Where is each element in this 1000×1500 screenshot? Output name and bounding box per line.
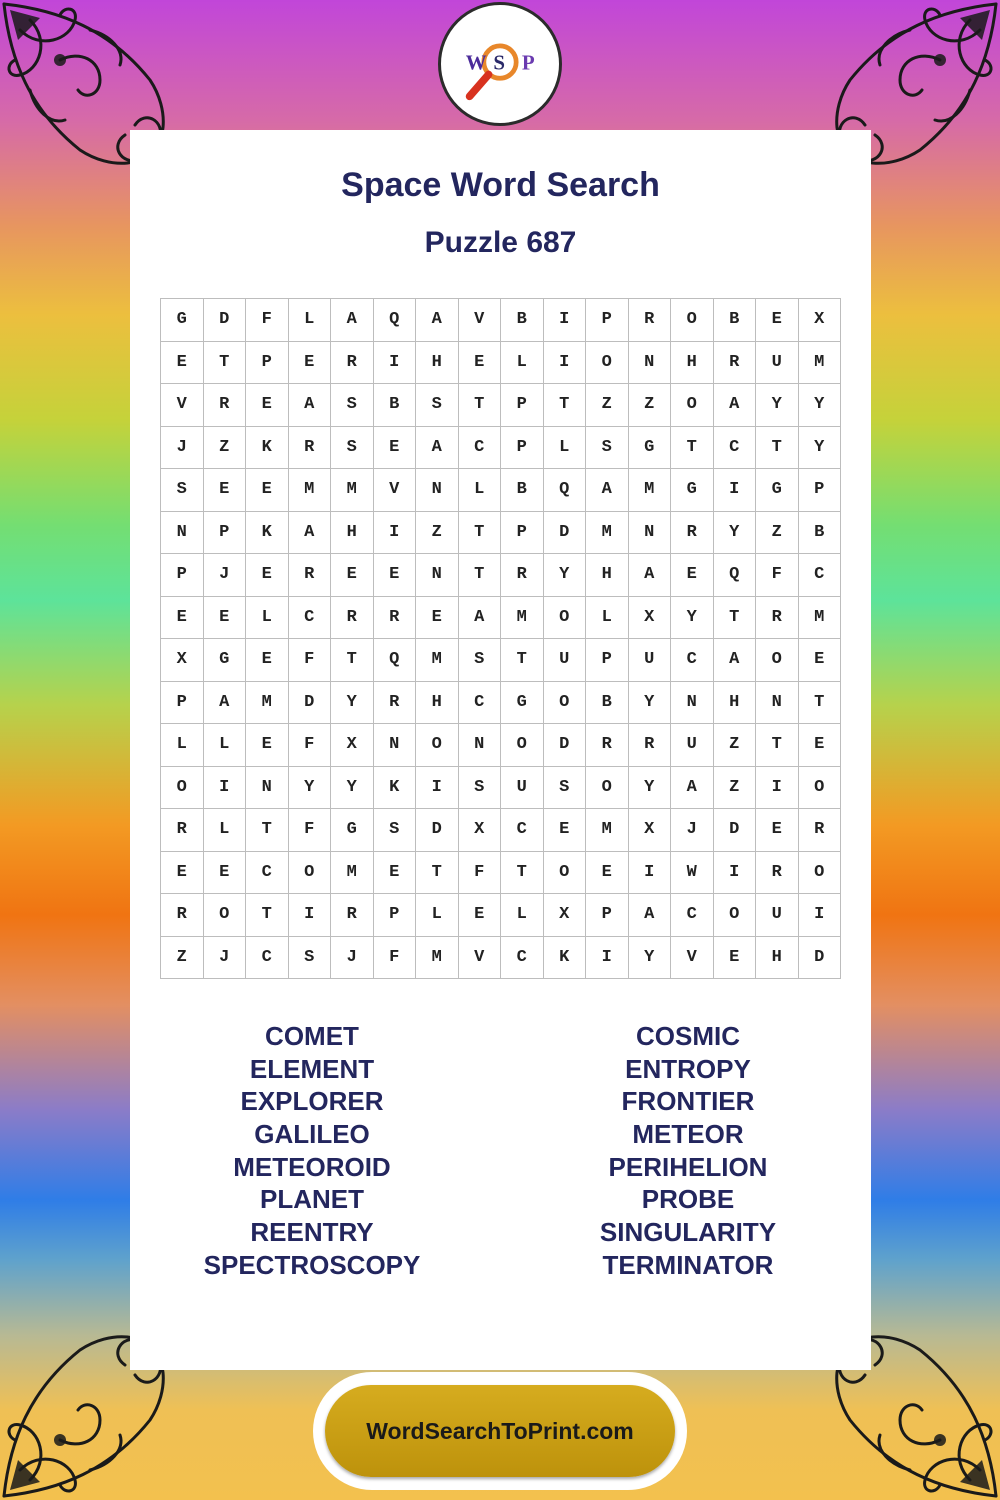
word-list-item: PLANET [260,1184,364,1215]
grid-cell[interactable]: Y [331,767,374,810]
grid-cell[interactable]: L [501,342,544,385]
grid-cell[interactable]: R [586,724,629,767]
grid-cell[interactable]: I [799,894,842,937]
grid-cell[interactable]: E [756,299,799,342]
grid-cell[interactable]: P [501,427,544,470]
grid-cell[interactable]: L [161,724,204,767]
grid-cell[interactable]: X [459,809,502,852]
grid-cell[interactable]: Z [416,512,459,555]
letter-grid [160,298,841,979]
grid-cell[interactable]: T [246,894,289,937]
grid-cell[interactable]: I [374,342,417,385]
grid-cell[interactable]: R [799,809,842,852]
grid-cell[interactable]: K [544,937,587,980]
grid-cell[interactable]: S [161,469,204,512]
grid-cell[interactable]: A [416,427,459,470]
grid-cell[interactable]: E [289,342,332,385]
grid-cell[interactable]: T [714,597,757,640]
grid-cell[interactable]: R [714,342,757,385]
grid-cell[interactable]: I [629,852,672,895]
grid-cell[interactable]: S [544,767,587,810]
grid-cell[interactable]: E [331,554,374,597]
grid-cell[interactable]: L [204,809,247,852]
grid-cell[interactable]: E [204,469,247,512]
grid-cell[interactable]: L [459,469,502,512]
grid-cell[interactable]: D [289,682,332,725]
grid-cell[interactable]: I [416,767,459,810]
grid-cell[interactable]: X [799,299,842,342]
grid-cell[interactable]: O [204,894,247,937]
grid-cell[interactable]: O [544,597,587,640]
logo-letter-p: P [521,50,535,75]
grid-cell[interactable]: V [459,299,502,342]
grid-cell[interactable]: S [289,937,332,980]
grid-cell[interactable]: B [586,682,629,725]
grid-cell[interactable]: T [756,724,799,767]
grid-cell[interactable]: O [161,767,204,810]
grid-cell[interactable]: E [246,469,289,512]
grid-cell[interactable]: M [799,597,842,640]
word-list-item: COMET [265,1021,359,1051]
grid-cell[interactable]: O [289,852,332,895]
grid-cell[interactable]: R [204,384,247,427]
word-list-item: METEOROID [233,1151,391,1182]
grid-cell[interactable]: O [714,894,757,937]
grid-cell[interactable]: M [586,809,629,852]
grid-cell[interactable]: X [161,639,204,682]
grid-cell[interactable]: N [756,682,799,725]
grid-cell[interactable]: D [799,937,842,980]
word-list-item: PERIHELION [608,1151,768,1182]
grid-cell[interactable]: Y [629,767,672,810]
grid-cell[interactable]: E [799,724,842,767]
grid-cell[interactable]: T [671,427,714,470]
grid-cell[interactable]: G [501,682,544,725]
grid-cell[interactable]: X [544,894,587,937]
grid-cell[interactable]: T [204,342,247,385]
grid-cell[interactable]: T [459,512,502,555]
grid-cell[interactable]: W [671,852,714,895]
grid-cell[interactable]: D [204,299,247,342]
grid-cell[interactable]: C [459,427,502,470]
grid-cell[interactable]: P [161,682,204,725]
grid-cell[interactable]: Z [756,512,799,555]
grid-cell[interactable]: C [501,809,544,852]
grid-cell[interactable]: O [671,384,714,427]
grid-cell[interactable]: F [289,809,332,852]
grid-cell[interactable]: J [161,427,204,470]
grid-cell[interactable]: O [501,724,544,767]
grid-cell[interactable]: O [799,767,842,810]
site-logo [438,2,562,126]
grid-cell[interactable]: H [671,342,714,385]
grid-cell[interactable]: M [246,682,289,725]
grid-cell[interactable]: Z [204,427,247,470]
grid-cell[interactable]: F [289,724,332,767]
grid-cell[interactable]: C [246,937,289,980]
grid-cell[interactable]: J [331,937,374,980]
grid-cell[interactable]: N [459,724,502,767]
grid-cell[interactable]: G [629,427,672,470]
grid-cell[interactable]: Y [714,512,757,555]
grid-cell[interactable]: S [416,384,459,427]
grid-cell[interactable]: Q [714,554,757,597]
grid-cell[interactable]: Q [374,299,417,342]
word-list-item: TERMINATOR [602,1249,774,1280]
grid-cell[interactable]: Y [799,427,842,470]
grid-cell[interactable]: L [544,427,587,470]
grid-cell[interactable]: M [289,469,332,512]
grid-cell[interactable]: E [161,597,204,640]
grid-cell[interactable]: P [374,894,417,937]
grid-cell[interactable]: M [416,937,459,980]
grid-cell[interactable]: B [714,299,757,342]
grid-cell[interactable]: G [161,299,204,342]
grid-cell[interactable]: C [671,894,714,937]
grid-cell[interactable]: P [586,894,629,937]
grid-cell[interactable]: N [671,682,714,725]
grid-cell[interactable]: M [331,852,374,895]
grid-cell[interactable]: G [671,469,714,512]
grid-cell[interactable]: Q [374,639,417,682]
grid-cell[interactable]: A [671,767,714,810]
grid-cell[interactable]: E [161,342,204,385]
grid-cell[interactable]: T [416,852,459,895]
word-list-right [538,1020,838,1282]
grid-cell[interactable]: C [289,597,332,640]
grid-cell[interactable]: T [544,384,587,427]
grid-cell[interactable]: R [671,512,714,555]
word-list-item: METEOR [632,1119,744,1150]
grid-cell[interactable]: D [544,724,587,767]
puzzle-number: Puzzle 687 [424,226,577,259]
grid-cell[interactable]: A [629,894,672,937]
grid-cell[interactable]: T [459,554,502,597]
grid-cell[interactable]: F [459,852,502,895]
grid-cell[interactable]: L [501,894,544,937]
grid-cell[interactable]: R [374,682,417,725]
grid-cell[interactable]: I [204,767,247,810]
grid-cell[interactable]: X [629,809,672,852]
grid-cell[interactable]: O [671,299,714,342]
grid-cell[interactable]: N [246,767,289,810]
grid-cell[interactable]: Z [586,384,629,427]
grid-cell[interactable]: S [586,427,629,470]
grid-cell[interactable]: T [756,427,799,470]
grid-cell[interactable]: I [714,469,757,512]
grid-cell[interactable]: J [204,937,247,980]
grid-cell[interactable]: Y [544,554,587,597]
grid-cell[interactable]: P [586,639,629,682]
grid-cell[interactable]: A [714,384,757,427]
grid-cell[interactable]: U [671,724,714,767]
grid-cell[interactable]: S [331,384,374,427]
grid-cell[interactable]: R [331,342,374,385]
grid-cell[interactable]: P [799,469,842,512]
grid-cell[interactable]: B [501,469,544,512]
grid-cell[interactable]: Y [756,384,799,427]
grid-cell[interactable]: U [629,639,672,682]
grid-cell[interactable]: E [246,724,289,767]
grid-cell[interactable]: J [671,809,714,852]
grid-cell[interactable]: G [331,809,374,852]
grid-cell[interactable]: N [416,469,459,512]
grid-cell[interactable]: U [756,894,799,937]
grid-cell[interactable]: P [161,554,204,597]
grid-cell[interactable]: H [416,682,459,725]
word-list-item: FRONTIER [621,1086,755,1117]
word-list-item: REENTRY [250,1217,374,1248]
grid-cell[interactable]: Y [331,682,374,725]
grid-cell[interactable]: E [671,554,714,597]
grid-cell[interactable]: J [204,554,247,597]
page-title: Space Word Search [341,166,660,204]
grid-cell[interactable]: X [331,724,374,767]
grid-cell[interactable]: U [544,639,587,682]
grid-cell[interactable]: I [586,937,629,980]
grid-cell[interactable]: T [799,682,842,725]
grid-cell[interactable]: O [586,767,629,810]
grid-cell[interactable]: M [501,597,544,640]
grid-cell[interactable]: E [374,554,417,597]
word-list-item: SINGULARITY [599,1217,777,1248]
grid-cell[interactable]: O [756,639,799,682]
grid-cell[interactable]: A [331,299,374,342]
grid-cell[interactable]: L [586,597,629,640]
grid-cell[interactable]: S [374,809,417,852]
grid-cell[interactable]: M [629,469,672,512]
grid-cell[interactable]: F [374,937,417,980]
grid-cell[interactable]: E [799,639,842,682]
puzzle-panel [130,130,871,1370]
grid-cell[interactable]: R [289,427,332,470]
grid-cell[interactable]: Z [714,767,757,810]
grid-cell[interactable]: A [204,682,247,725]
grid-cell[interactable]: G [204,639,247,682]
grid-cell[interactable]: D [416,809,459,852]
grid-cell[interactable]: H [586,554,629,597]
grid-cell[interactable]: Z [714,724,757,767]
grid-cell[interactable]: T [501,639,544,682]
grid-cell[interactable]: T [501,852,544,895]
grid-cell[interactable]: H [416,342,459,385]
word-list-item: SPECTROSCOPY [203,1249,421,1280]
grid-cell[interactable]: R [374,597,417,640]
grid-cell[interactable]: I [544,342,587,385]
grid-cell[interactable]: K [246,427,289,470]
footer-badge[interactable] [325,1385,675,1477]
grid-cell[interactable]: E [459,342,502,385]
grid-cell[interactable]: E [416,597,459,640]
grid-cell[interactable]: I [374,512,417,555]
grid-cell[interactable]: H [714,682,757,725]
grid-cell[interactable]: M [331,469,374,512]
grid-cell[interactable]: R [629,299,672,342]
grid-cell[interactable]: E [204,852,247,895]
word-list-item: ENTROPY [625,1053,751,1084]
grid-cell[interactable]: L [416,894,459,937]
grid-cell[interactable]: H [756,937,799,980]
grid-cell[interactable]: Y [799,384,842,427]
grid-cell[interactable]: A [459,597,502,640]
grid-cell[interactable]: A [289,512,332,555]
grid-cell[interactable]: C [246,852,289,895]
grid-cell[interactable]: B [374,384,417,427]
grid-cell[interactable]: T [459,384,502,427]
logo-letter-w: W [465,50,487,75]
grid-cell[interactable]: E [756,809,799,852]
grid-cell[interactable]: O [544,682,587,725]
grid-cell[interactable]: L [246,597,289,640]
grid-cell[interactable]: R [161,894,204,937]
grid-cell[interactable]: P [246,342,289,385]
grid-cell[interactable]: O [799,852,842,895]
grid-cell[interactable]: F [289,639,332,682]
grid-cell[interactable]: C [714,427,757,470]
grid-cell[interactable]: B [501,299,544,342]
word-list-item: PROBE [641,1184,735,1215]
grid-cell[interactable]: S [459,639,502,682]
word-list-item: ELEMENT [249,1053,375,1084]
grid-cell[interactable]: M [799,342,842,385]
grid-cell[interactable]: N [374,724,417,767]
grid-cell[interactable]: V [671,937,714,980]
grid-cell[interactable]: V [374,469,417,512]
grid-cell[interactable]: E [204,597,247,640]
grid-cell[interactable]: P [204,512,247,555]
grid-cell[interactable]: Q [544,469,587,512]
grid-cell[interactable]: A [416,299,459,342]
grid-cell[interactable]: C [501,937,544,980]
grid-cell[interactable]: Z [629,384,672,427]
grid-cell[interactable]: C [799,554,842,597]
grid-cell[interactable]: M [586,512,629,555]
grid-cell[interactable]: B [799,512,842,555]
grid-cell[interactable]: N [629,342,672,385]
grid-cell[interactable]: E [544,809,587,852]
grid-cell[interactable]: E [161,852,204,895]
grid-cell[interactable]: R [501,554,544,597]
grid-cell[interactable]: R [289,554,332,597]
grid-cell[interactable]: P [501,384,544,427]
grid-cell[interactable]: S [459,767,502,810]
logo-letter-s: S [493,50,505,75]
grid-cell[interactable]: R [629,724,672,767]
grid-cell[interactable]: R [756,852,799,895]
grid-cell[interactable]: O [586,342,629,385]
grid-cell[interactable]: E [459,894,502,937]
grid-cell[interactable]: N [629,512,672,555]
grid-cell[interactable]: Y [289,767,332,810]
grid-cell[interactable]: E [374,427,417,470]
grid-cell[interactable]: Y [629,682,672,725]
grid-cell[interactable]: I [289,894,332,937]
grid-cell[interactable]: H [331,512,374,555]
grid-cell[interactable]: P [501,512,544,555]
grid-cell[interactable]: K [374,767,417,810]
grid-cell[interactable]: M [416,639,459,682]
word-list-item: COSMIC [636,1021,740,1051]
grid-cell[interactable]: A [586,469,629,512]
grid-cell[interactable]: E [246,639,289,682]
grid-cell[interactable]: U [756,342,799,385]
grid-cell[interactable]: T [246,809,289,852]
grid-cell[interactable]: F [246,299,289,342]
grid-cell[interactable]: E [246,554,289,597]
grid-cell[interactable]: R [161,809,204,852]
grid-cell[interactable]: F [756,554,799,597]
grid-cell[interactable]: E [586,852,629,895]
grid-cell[interactable]: N [161,512,204,555]
grid-cell[interactable]: O [416,724,459,767]
grid-cell[interactable]: S [331,427,374,470]
grid-cell[interactable]: R [331,894,374,937]
grid-cell[interactable]: G [756,469,799,512]
grid-cell[interactable]: C [459,682,502,725]
grid-cell[interactable]: D [544,512,587,555]
grid-cell[interactable]: R [756,597,799,640]
grid-cell[interactable]: I [544,299,587,342]
grid-cell[interactable]: L [289,299,332,342]
grid-cell[interactable]: Z [161,937,204,980]
grid-cell[interactable]: O [544,852,587,895]
magnifier-handle [470,74,489,96]
grid-cell[interactable]: V [459,937,502,980]
word-list-item: EXPLORER [240,1086,384,1117]
grid-cell[interactable]: I [714,852,757,895]
grid-cell[interactable]: Y [629,937,672,980]
grid-cell[interactable]: A [629,554,672,597]
footer-site-link[interactable]: WordSearchToPrint.com [366,1417,634,1444]
grid-cell[interactable]: R [331,597,374,640]
grid-cell[interactable]: P [586,299,629,342]
grid-cell[interactable]: A [714,639,757,682]
grid-cell[interactable]: V [161,384,204,427]
grid-cell[interactable]: A [289,384,332,427]
grid-cell[interactable]: U [501,767,544,810]
grid-cell[interactable]: E [246,384,289,427]
grid-cell[interactable]: E [374,852,417,895]
grid-cell[interactable]: T [331,639,374,682]
grid-cell[interactable]: D [714,809,757,852]
grid-cell[interactable]: Y [671,597,714,640]
grid-cell[interactable]: L [204,724,247,767]
word-list-left [162,1020,462,1282]
grid-cell[interactable]: E [714,937,757,980]
grid-cell[interactable]: I [756,767,799,810]
grid-cell[interactable]: C [671,639,714,682]
grid-cell[interactable]: N [416,554,459,597]
word-list-item: GALILEO [254,1119,370,1150]
grid-cell[interactable]: X [629,597,672,640]
grid-cell[interactable]: K [246,512,289,555]
